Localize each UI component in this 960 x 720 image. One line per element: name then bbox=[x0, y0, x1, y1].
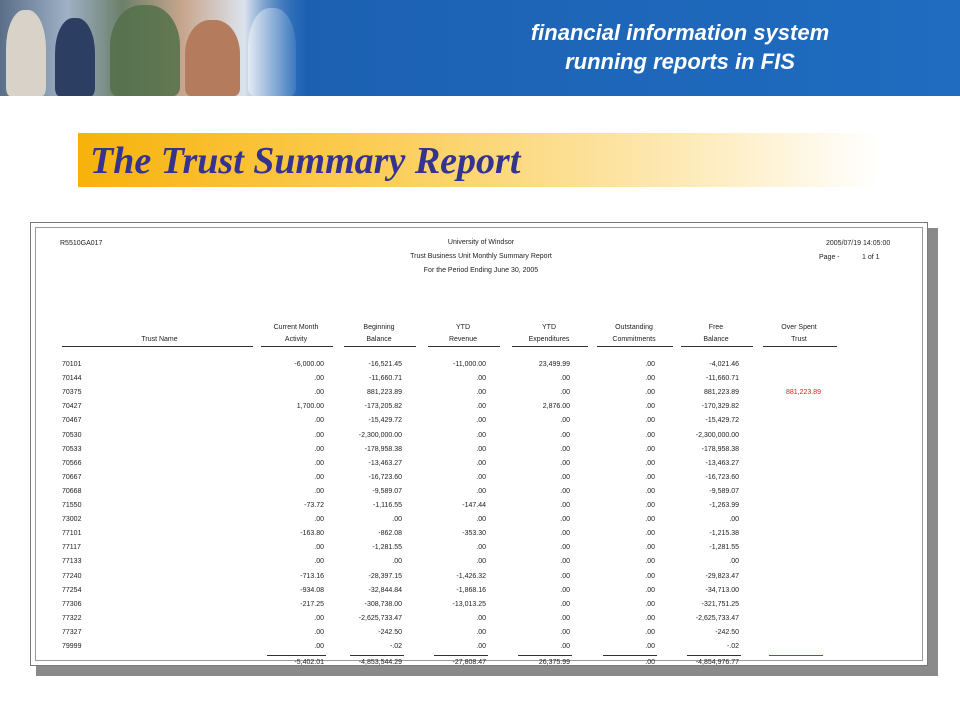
trust-id-cell: 70144 bbox=[62, 375, 82, 382]
table-cell: -11,000.00 bbox=[453, 361, 486, 368]
column-header-bottom: Activity bbox=[284, 336, 308, 343]
table-cell: -308,738.00 bbox=[364, 601, 402, 608]
table-cell: 23,499.99 bbox=[538, 361, 570, 368]
table-cell: -1,426.32 bbox=[456, 573, 486, 580]
table-cell: -32,844.84 bbox=[368, 587, 402, 594]
table-cell: -.02 bbox=[726, 643, 739, 650]
table-cell: .00 bbox=[645, 573, 655, 580]
table-cell: .00 bbox=[645, 558, 655, 565]
table-cell: -13,013.25 bbox=[452, 601, 486, 608]
table-cell: -178,958.38 bbox=[701, 446, 739, 453]
column-header-rule bbox=[763, 346, 837, 347]
column-header-bottom: Revenue bbox=[448, 336, 478, 343]
header-banner bbox=[0, 0, 960, 96]
table-cell: .00 bbox=[645, 601, 655, 608]
table-cell: .00 bbox=[645, 488, 655, 495]
table-cell: .00 bbox=[314, 488, 324, 495]
trust-id-cell: 70530 bbox=[62, 432, 82, 439]
column-header-bottom: Trust bbox=[791, 336, 807, 343]
table-cell: -2,300,000.00 bbox=[358, 432, 402, 439]
table-cell: .00 bbox=[476, 643, 486, 650]
table-cell: .00 bbox=[560, 629, 570, 636]
total-rule bbox=[603, 655, 657, 656]
table-cell: -16,723.60 bbox=[705, 474, 739, 481]
table-cell: -1,868.16 bbox=[456, 587, 486, 594]
table-cell: -163.80 bbox=[300, 530, 324, 537]
table-cell: .00 bbox=[314, 643, 324, 650]
trust-id-cell: 77240 bbox=[62, 573, 82, 580]
report-frame bbox=[30, 222, 928, 666]
table-cell: .00 bbox=[314, 460, 324, 467]
table-cell: .00 bbox=[645, 516, 655, 523]
table-cell: .00 bbox=[645, 417, 655, 424]
column-header-bottom: Trust Name bbox=[141, 336, 178, 343]
column-header-bottom: Expenditures bbox=[528, 336, 570, 343]
table-cell: -862.08 bbox=[378, 530, 402, 537]
table-cell: .00 bbox=[314, 417, 324, 424]
table-cell: -73.72 bbox=[304, 502, 324, 509]
table-cell: .00 bbox=[729, 516, 739, 523]
column-header-top: Over Spent bbox=[781, 324, 817, 331]
table-cell: .00 bbox=[314, 558, 324, 565]
table-cell: -242.50 bbox=[378, 629, 402, 636]
total-cell: -27,808.47 bbox=[452, 659, 486, 666]
table-cell: .00 bbox=[476, 516, 486, 523]
table-cell: -6,000.00 bbox=[294, 361, 324, 368]
table-cell: .00 bbox=[645, 446, 655, 453]
table-cell: .00 bbox=[560, 488, 570, 495]
table-cell: -1,281.55 bbox=[372, 544, 402, 551]
column-header-bottom: Commitments bbox=[612, 336, 656, 343]
report-name: Trust Business Unit Monthly Summary Report bbox=[410, 253, 552, 260]
table-cell: .00 bbox=[314, 375, 324, 382]
total-cell: .00 bbox=[645, 659, 655, 666]
slide-title: The Trust Summary Report bbox=[90, 140, 521, 182]
total-rule-overspent bbox=[769, 655, 823, 656]
table-cell: .00 bbox=[645, 361, 655, 368]
report-datetime: 2005/07/19 14:05:00 bbox=[826, 240, 891, 247]
report-page bbox=[35, 227, 923, 666]
trust-id-cell: 77327 bbox=[62, 629, 82, 636]
table-cell: .00 bbox=[314, 516, 324, 523]
table-cell: .00 bbox=[476, 629, 486, 636]
table-cell: .00 bbox=[560, 516, 570, 523]
table-cell: 2,876.00 bbox=[542, 403, 570, 410]
total-cell: -4,853,544.29 bbox=[358, 659, 402, 666]
table-cell: .00 bbox=[645, 530, 655, 537]
table-cell: 881,223.89 bbox=[703, 389, 739, 396]
column-header-top: Current Month bbox=[273, 324, 319, 331]
report-page-value: 1 of 1 bbox=[862, 254, 880, 261]
table-cell: .00 bbox=[476, 375, 486, 382]
table-cell: -353.30 bbox=[462, 530, 486, 537]
trust-id-cell: 77101 bbox=[62, 530, 82, 537]
trust-id-cell: 70668 bbox=[62, 488, 82, 495]
table-cell: .00 bbox=[314, 446, 324, 453]
trust-id-cell: 77133 bbox=[62, 558, 82, 565]
total-cell: 26,375.99 bbox=[538, 659, 570, 666]
column-header-rule bbox=[681, 346, 753, 347]
table-cell: .00 bbox=[314, 629, 324, 636]
column-header-rule bbox=[512, 346, 588, 347]
report-university: University of Windsor bbox=[447, 239, 515, 246]
table-cell: .00 bbox=[645, 375, 655, 382]
table-cell: .00 bbox=[645, 643, 655, 650]
table-cell: 1,700.00 bbox=[296, 403, 324, 410]
table-cell: -1,215.38 bbox=[709, 530, 739, 537]
table-cell: .00 bbox=[645, 432, 655, 439]
table-cell: .00 bbox=[560, 375, 570, 382]
table-cell: -16,723.60 bbox=[368, 474, 402, 481]
table-cell: .00 bbox=[560, 558, 570, 565]
table-cell: .00 bbox=[560, 460, 570, 467]
table-cell: .00 bbox=[645, 474, 655, 481]
table-cell: .00 bbox=[560, 601, 570, 608]
table-cell: .00 bbox=[560, 502, 570, 509]
table-cell: -1,263.99 bbox=[709, 502, 739, 509]
table-cell: -4,021.46 bbox=[709, 361, 739, 368]
table-cell: .00 bbox=[476, 488, 486, 495]
table-cell: .00 bbox=[476, 615, 486, 622]
table-cell: .00 bbox=[314, 615, 324, 622]
table-cell: .00 bbox=[476, 432, 486, 439]
column-header-rule bbox=[62, 346, 253, 347]
table-cell: .00 bbox=[645, 544, 655, 551]
table-cell: -321,751.25 bbox=[701, 601, 739, 608]
table-cell: .00 bbox=[729, 558, 739, 565]
table-cell: -16,521.45 bbox=[368, 361, 402, 368]
table-cell: -28,397.15 bbox=[368, 573, 402, 580]
trust-id-cell: 73002 bbox=[62, 516, 82, 523]
table-cell: .00 bbox=[560, 544, 570, 551]
total-rule bbox=[687, 655, 741, 656]
trust-id-cell: 70533 bbox=[62, 446, 82, 453]
table-cell: -242.50 bbox=[715, 629, 739, 636]
total-rule bbox=[434, 655, 488, 656]
table-cell: .00 bbox=[645, 587, 655, 594]
banner-line-1: financial information system bbox=[530, 20, 830, 45]
banner-caption bbox=[470, 18, 890, 76]
table-cell: .00 bbox=[476, 474, 486, 481]
table-cell: -13,463.27 bbox=[368, 460, 402, 467]
table-cell: -217.25 bbox=[300, 601, 324, 608]
table-cell: .00 bbox=[314, 474, 324, 481]
table-cell: -713.16 bbox=[300, 573, 324, 580]
column-header-top: YTD bbox=[456, 324, 470, 331]
table-cell: .00 bbox=[314, 432, 324, 439]
table-cell: -11,660.71 bbox=[369, 375, 402, 382]
table-cell: -1,116.55 bbox=[372, 502, 402, 509]
trust-id-cell: 70667 bbox=[62, 474, 82, 481]
trust-id-cell: 77117 bbox=[62, 544, 81, 551]
table-cell: -1,281.55 bbox=[709, 544, 739, 551]
table-cell: -15,429.72 bbox=[705, 417, 739, 424]
column-header-top: Free bbox=[708, 324, 724, 331]
table-cell: -934.08 bbox=[300, 587, 324, 594]
trust-id-cell: 70566 bbox=[62, 460, 82, 467]
table-cell: .00 bbox=[392, 558, 402, 565]
table-cell: -2,300,000.00 bbox=[695, 432, 739, 439]
header-photo-collage bbox=[0, 0, 305, 96]
column-header-top: Outstanding bbox=[615, 324, 653, 331]
column-header-rule bbox=[428, 346, 500, 347]
table-cell: .00 bbox=[560, 615, 570, 622]
trust-id-cell: 77306 bbox=[62, 601, 82, 608]
table-cell: .00 bbox=[560, 417, 570, 424]
trust-id-cell: 77322 bbox=[62, 615, 82, 622]
table-cell: -178,958.38 bbox=[364, 446, 402, 453]
table-cell: .00 bbox=[476, 417, 486, 424]
table-cell: -11,660.71 bbox=[706, 375, 739, 382]
table-cell: -34,713.00 bbox=[705, 587, 739, 594]
table-cell: -2,625,733.47 bbox=[695, 615, 739, 622]
table-cell: .00 bbox=[560, 643, 570, 650]
table-cell: .00 bbox=[645, 403, 655, 410]
column-header-rule bbox=[261, 346, 333, 347]
table-cell: .00 bbox=[560, 573, 570, 580]
table-cell: .00 bbox=[560, 474, 570, 481]
table-cell: -2,625,733.47 bbox=[358, 615, 402, 622]
table-cell: .00 bbox=[392, 516, 402, 523]
table-cell: .00 bbox=[476, 460, 486, 467]
report-page-label: Page - bbox=[819, 254, 840, 261]
trust-id-cell: 71550 bbox=[62, 502, 82, 509]
table-cell: .00 bbox=[645, 615, 655, 622]
table-cell: -29,823.47 bbox=[705, 573, 739, 580]
trust-id-cell: 70375 bbox=[62, 389, 82, 396]
column-header-top: YTD bbox=[542, 324, 556, 331]
trust-id-cell: 70467 bbox=[62, 417, 82, 424]
column-header-bottom: Balance bbox=[703, 336, 729, 343]
table-cell: .00 bbox=[645, 460, 655, 467]
table-cell: .00 bbox=[645, 502, 655, 509]
total-cell: -4,854,976.77 bbox=[695, 659, 739, 666]
table-cell: -.02 bbox=[389, 643, 402, 650]
column-header-bottom: Balance bbox=[366, 336, 392, 343]
column-header-top: Beginning bbox=[363, 324, 395, 331]
total-rule bbox=[518, 655, 572, 656]
table-cell: -13,463.27 bbox=[705, 460, 739, 467]
report-id: R5510GA017 bbox=[60, 240, 103, 247]
table-cell: .00 bbox=[476, 389, 486, 396]
table-cell: .00 bbox=[645, 389, 655, 396]
trust-id-cell: 70101 bbox=[62, 361, 82, 368]
banner-line-2: running reports in FIS bbox=[565, 49, 795, 74]
table-cell: -15,429.72 bbox=[368, 417, 402, 424]
table-cell: -147.44 bbox=[462, 502, 486, 509]
column-header-rule bbox=[597, 346, 673, 347]
table-cell: .00 bbox=[476, 544, 486, 551]
total-rule bbox=[350, 655, 404, 656]
table-cell: .00 bbox=[314, 389, 324, 396]
trust-id-cell: 77254 bbox=[62, 587, 82, 594]
table-cell: -9,589.07 bbox=[709, 488, 739, 495]
table-cell: .00 bbox=[560, 432, 570, 439]
table-cell: .00 bbox=[560, 587, 570, 594]
title-bar bbox=[78, 133, 878, 187]
trust-id-cell: 70427 bbox=[62, 403, 82, 410]
table-cell: -9,589.07 bbox=[372, 488, 402, 495]
table-cell: .00 bbox=[560, 530, 570, 537]
total-rule bbox=[267, 655, 326, 656]
table-cell: -170,329.82 bbox=[701, 403, 739, 410]
table-cell: -173,205.82 bbox=[364, 403, 402, 410]
table-cell: .00 bbox=[560, 446, 570, 453]
column-header-rule bbox=[344, 346, 416, 347]
table-cell: .00 bbox=[476, 558, 486, 565]
table-cell: .00 bbox=[476, 403, 486, 410]
table-cell: .00 bbox=[476, 446, 486, 453]
table-cell: .00 bbox=[314, 544, 324, 551]
total-cell: -5,402.01 bbox=[294, 659, 324, 666]
table-cell: .00 bbox=[560, 389, 570, 396]
table-cell: 881,223.89 bbox=[366, 389, 402, 396]
report-period: For the Period Ending June 30, 2005 bbox=[423, 267, 539, 274]
trust-id-cell: 79999 bbox=[62, 643, 82, 650]
table-cell: .00 bbox=[645, 629, 655, 636]
table-cell: 881,223.89 bbox=[785, 389, 821, 396]
